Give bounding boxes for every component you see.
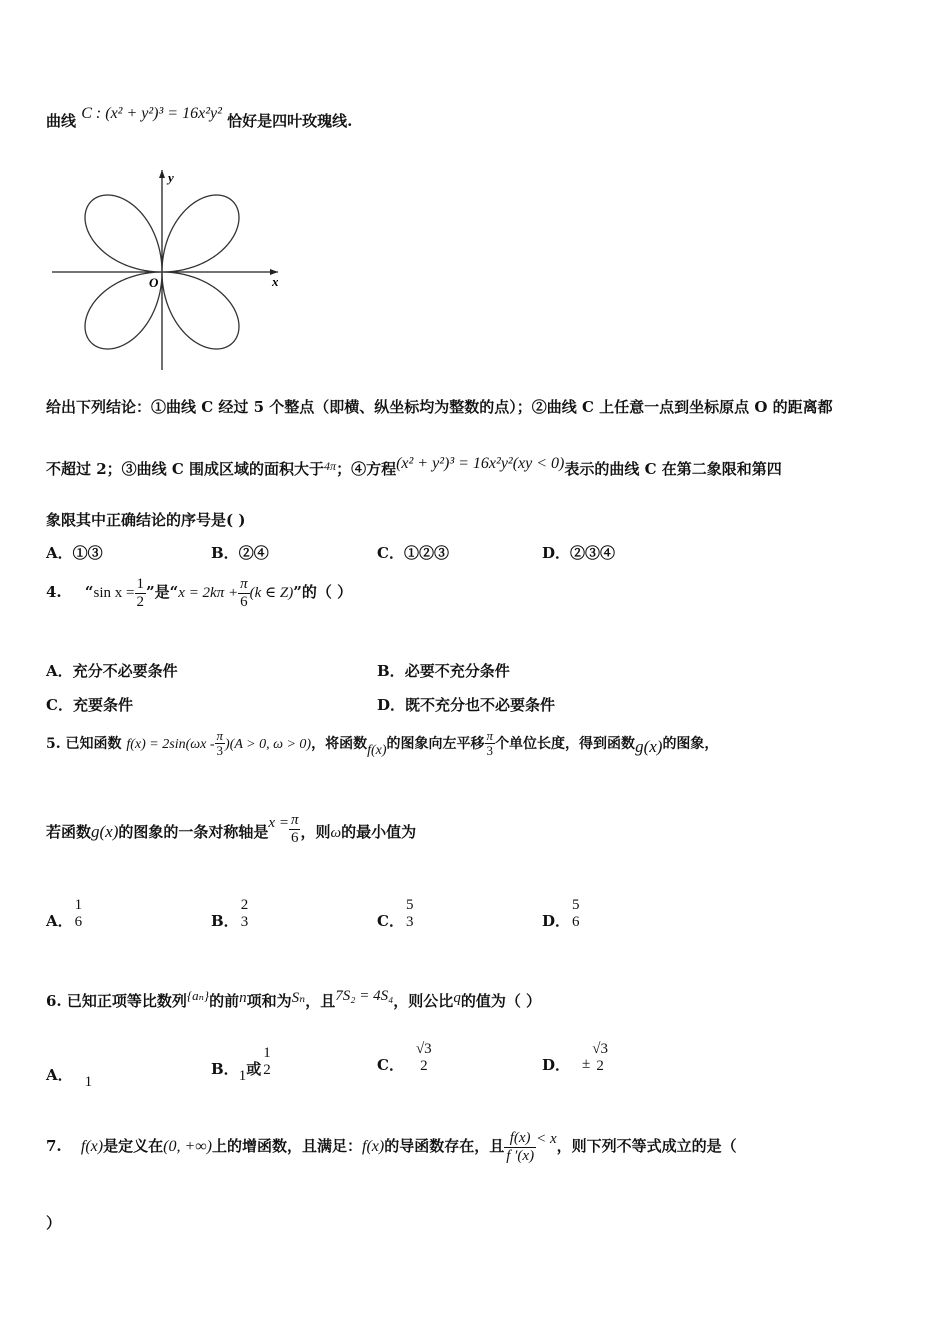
q7-ratio: $\frac{f(x)}{f '(x)}$ (506, 1130, 535, 1164)
q6-option-c[interactable]: C． √3 2 (377, 1041, 432, 1074)
q3-option-a[interactable]: A．①③ (46, 544, 103, 562)
intro-prefix: 曲线 (46, 112, 77, 130)
q3-equation: (x² + y²)³ = 16x²y²(xy < 0) (396, 455, 565, 472)
q6-number: 6. (46, 992, 62, 1010)
q4-option-a[interactable]: A．充分不必要条件 (46, 662, 178, 680)
x-axis-label: x (272, 274, 279, 289)
y-axis-arrow (159, 170, 165, 178)
intro-line (46, 105, 353, 131)
q7-stem-line2: ） (46, 1214, 62, 1232)
q3-option-d[interactable]: D．②③④ (542, 544, 616, 562)
q3-line2 (46, 455, 782, 479)
rose-equation: C : (x² + y²)³ = 16x²y² (81, 105, 222, 122)
q6-option-b[interactable]: B．1或 1 2 (211, 1045, 271, 1084)
q3-area: 4π (324, 459, 337, 473)
intro-suffix: 恰好是四叶玫瑰线. (227, 112, 353, 130)
q4-stem: 4. “sin x = $\frac{1}{2}$ ”是“x = 2kπ + $\frac{\pi}{6}$ (k ∈ Z)”的（ ） (46, 576, 353, 610)
q3-line2-b: ；④方程 (336, 460, 397, 478)
q5-option-a[interactable]: A． 1 6 (46, 897, 83, 930)
four-leaf-rose-figure (46, 165, 296, 375)
q3-line3: 象限其中正确结论的序号是( ) (46, 511, 246, 529)
q4-cond2-fraction: $\frac{\pi}{6}$ (240, 576, 248, 610)
q5-function-def: f(x) = 2sin(ωx - (126, 736, 215, 752)
q3-option-b[interactable]: B．②④ (211, 544, 269, 562)
y-axis-label: y (168, 170, 174, 185)
q5-stem-line2: 若函数g(x)的图象的一条对称轴是x = $\frac{\pi}{6}$ ，则ω的最小值为 (46, 812, 417, 846)
q3-line2-c: 表示的曲线 C 在第二象限和第四 (564, 460, 782, 478)
q6-stem: 6. 已知正项等比数列{aₙ}的前n项和为Sₙ，且7S₂ = 4S₄，则公比q的值为（ ） (46, 988, 542, 1010)
q3-option-c[interactable]: C．①②③ (377, 544, 449, 562)
q6-option-d[interactable]: D． ± √3 2 (542, 1041, 608, 1074)
q4-option-c[interactable]: C．充要条件 (46, 696, 133, 714)
q5-option-d[interactable]: D． 5 6 (542, 897, 580, 930)
q4-option-d[interactable]: D．既不充分也不必要条件 (377, 696, 556, 714)
q3-line1: 给出下列结论：①曲线 C 经过 5 个整点（即横、纵坐标均为整数的点）；②曲线 C 上任意一点到坐标原点 O 的距离都 (46, 398, 833, 416)
q4-option-b[interactable]: B．必要不充分条件 (377, 662, 510, 680)
q4-cond1: sin x = (93, 585, 135, 601)
q5-option-b[interactable]: B． 2 3 (211, 897, 249, 930)
q5-stem-line1: 5. 已知函数 f(x) = 2sin(ωx - $\frac{\pi}{3}$ )(A > 0, ω > 0)，将函数f(x)的图象向左平移 $\frac{\pi}{3}$ 个单位长度，得到函数g(x)的图象， (46, 728, 719, 759)
q3-line2-a: 不超过 2；③曲线 C 围成区域的面积大于 (46, 460, 325, 478)
q5-option-c[interactable]: C． 5 3 (377, 897, 414, 930)
q5-number: 5. (46, 735, 61, 752)
origin-label: O (149, 275, 159, 290)
q6-option-a[interactable]: A． 1 (46, 1066, 93, 1090)
q7-number: 7. (46, 1137, 62, 1155)
q4-cond1-fraction: $\frac{1}{2}$ (136, 576, 145, 610)
q4-number: 4. (46, 583, 62, 601)
q7-stem-line1: 7. f(x)是定义在(0, +∞)上的增函数，且满足：f(x)的导函数存在，且 $\frac{f(x)}{f '(x)}$ < x，则下列不等式成立的是（ (46, 1130, 737, 1164)
q4-cond2: x = 2kπ + (178, 585, 239, 601)
